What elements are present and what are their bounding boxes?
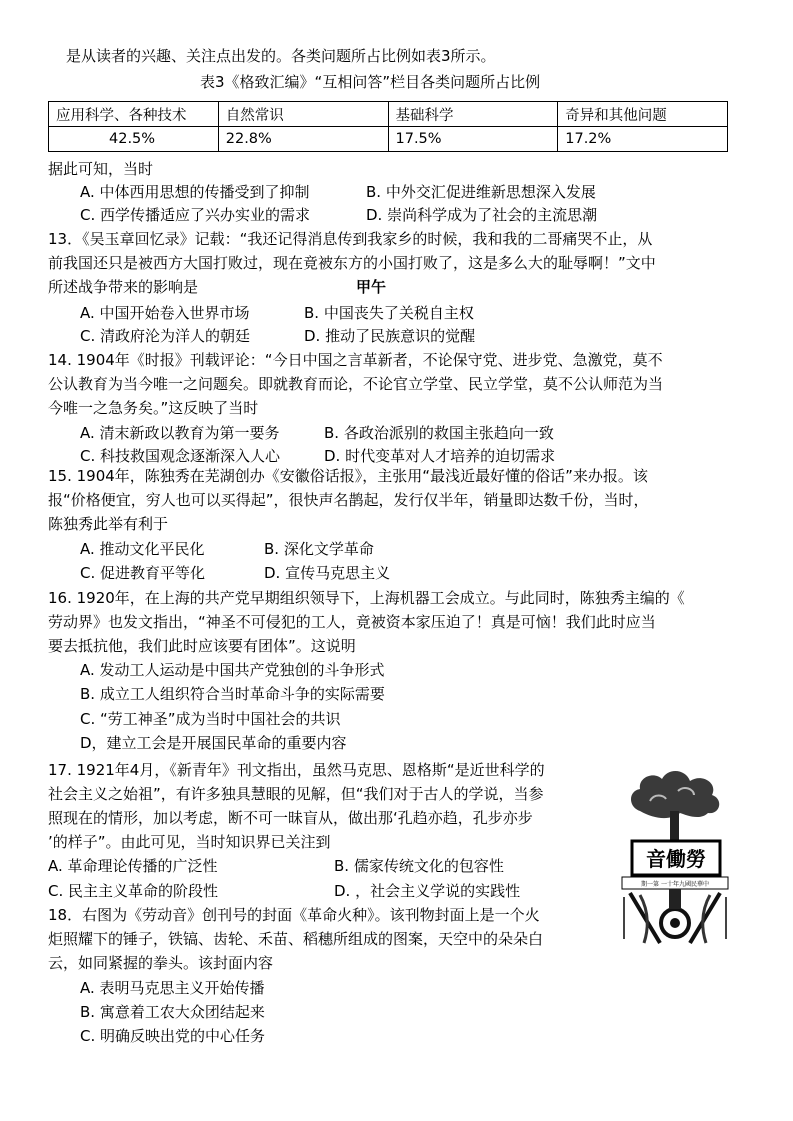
table-header-cell: 基础科学 [388,102,558,127]
q14-option-d: D. 时代变革对人才培养的迫切需求 [324,447,556,465]
q16-option-a: A. 发动工人运动是中国共产党独创的斗争形式 [80,661,385,679]
table-value-cell: 42.5% [49,127,219,152]
table-value-cell: 17.2% [558,127,728,152]
q18-stem-line: 18．右图为《劳动音》创刊号的封面《革命火种》。该刊物封面上是一个火 [48,906,540,924]
q15-option-d: D. 宣传马克思主义 [264,564,391,582]
intro-text: 是从读者的兴趣、关注点出发的。各类问题所占比例如表3所示。 [66,47,496,65]
q17-option-b: B. 儒家传统文化的包容性 [334,857,504,875]
q17-option-d: D. ，社会主义学说的实践性 [334,882,521,900]
cover-date-line: 期一第 一十年九國民華中 [641,881,709,888]
q17-stem-line: 照现在的情形，加以考虑，断不可一昧盲从，做出那‘孔趋亦趋，孔步亦步 [48,809,533,827]
table-header-cell: 应用科学、各种技术 [49,102,219,127]
q17-stem-line: ’的样子”。由此可见，当时知识界已关注到 [48,833,331,851]
q14-stem-line: 14. 1904年《时报》刊载评论：“今日中国之言革新者，不论保守党、进步党、急激党，莫不 [48,351,663,369]
q16-option-c: C. “劳工神圣”成为当时中国社会的共识 [80,710,341,728]
q14-stem-line: 公认教育为当今唯一之问题矣。即就教育而论，不论官立学堂、民立学堂，莫不公认师范为当 [48,375,664,393]
table-value-row [49,127,728,152]
q13-option-b: B. 中国丧失了关税自主权 [304,304,474,322]
q13-option-c: C. 清政府沦为洋人的朝廷 [80,327,251,345]
q15-option-c: C. 促进教育平等化 [80,564,206,582]
q18-option-b: B. 寓意着工农大众团结起来 [80,1003,265,1021]
q13-option-a: A. 中国开始卷入世界市场 [80,304,250,322]
q17-option-a: A. 革命理论传播的广泛性 [48,857,218,875]
labor-voice-cover-image [620,763,730,945]
table-header-cell: 奇异和其他问题 [558,102,728,127]
q16-option-d: D，建立工会是开展国民革命的重要内容 [80,734,347,752]
q18-option-c: C. 明确反映出党的中心任务 [80,1027,266,1045]
q13-option-d: D. 推动了民族意识的觉醒 [304,327,476,345]
q12-option-c: C. 西学传播适应了兴办实业的需求 [80,206,311,224]
table-caption: 表3《格致汇编》“互相问答”栏目各类问题所占比例 [200,73,541,91]
cover-title: 音働勞 [646,847,706,871]
q12-stem: 据此可知，当时 [48,160,154,178]
q15-stem-line: 陈独秀此举有利于 [48,515,169,533]
table-3 [48,101,728,152]
q15-stem-line: 15. 1904年，陈独秀在芜湖创办《安徽俗话报》，主张用“最浅近最好懂的俗话”来办报。该 [48,467,648,485]
q13-stem-line: 前我国还只是被西方大国打败过，现在竟被东方的小国打败了，这是多么大的耻辱啊！”文中 [48,254,656,272]
q14-option-c: C. 科技救国观念逐渐深入人心 [80,447,281,465]
table-header-cell: 自然常识 [218,102,388,127]
q17-stem-line: 社会主义之始祖”，有许多独具慧眼的见解，但“我们对于古人的学说，当参 [48,785,544,803]
q16-stem-line: 16. 1920年，在上海的共产党早期组织领导下，上海机器工会成立。与此同时，陈独秀主编的《 [48,589,685,607]
q14-option-b: B. 各政治派别的救国主张趋向一致 [324,424,554,442]
q18-option-a: A. 表明马克思主义开始传播 [80,979,265,997]
q13-stem-line: 所述战争带来的影响是 [48,278,199,296]
q14-option-a: A. 清末新政以教育为第一要务 [80,424,280,442]
q15-option-b: B. 深化文学革命 [264,540,374,558]
q13-stem-line: 13．《吴玉章回忆录》记载：“我还记得消息传到我家乡的时候，我和我的二哥痛哭不止，从 [48,230,653,248]
q15-stem-line: 报“价格便宜，穷人也可以买得起”，很快声名鹊起，发行仅半年，销量即达数千份，当时， [48,491,649,509]
q12-option-a: A. 中体西用思想的传播受到了抑制 [80,183,310,201]
q14-stem-line: 今唯一之急务矣。”这反映了当时 [48,399,259,417]
q12-option-d: D. 崇尚科学成为了社会的主流思潮 [366,206,598,224]
q16-option-b: B. 成立工人组织符合当时革命斗争的实际需要 [80,685,385,703]
q12-option-b: B. 中外交汇促进维新思想深入发展 [366,183,596,201]
q17-option-c: C. 民主主义革命的阶段性 [48,882,219,900]
table-header-row [49,102,728,127]
q15-option-a: A. 推动文化平民化 [80,540,205,558]
table-value-cell: 17.5% [388,127,558,152]
q18-stem-line: 云，如同紧握的拳头。该封面内容 [48,954,274,972]
q13-answer-note: 甲午 [356,278,387,296]
q16-stem-line: 劳动界》也发文指出，“神圣不可侵犯的工人，竟被资本家压迫了！真是可恼！我们此时应当 [48,613,656,631]
q16-stem-line: 要去抵抗他，我们此时应该要有团体”。这说明 [48,637,356,655]
q18-stem-line: 炬照耀下的锤子，铁镐、齿轮、禾苗、稻穗所组成的图案，天空中的朵朵白 [48,930,544,948]
table-value-cell: 22.8% [218,127,388,152]
q17-stem-line: 17. 1921年4月，《新青年》刊文指出，虽然马克思、恩格斯“是近世科学的 [48,761,545,779]
